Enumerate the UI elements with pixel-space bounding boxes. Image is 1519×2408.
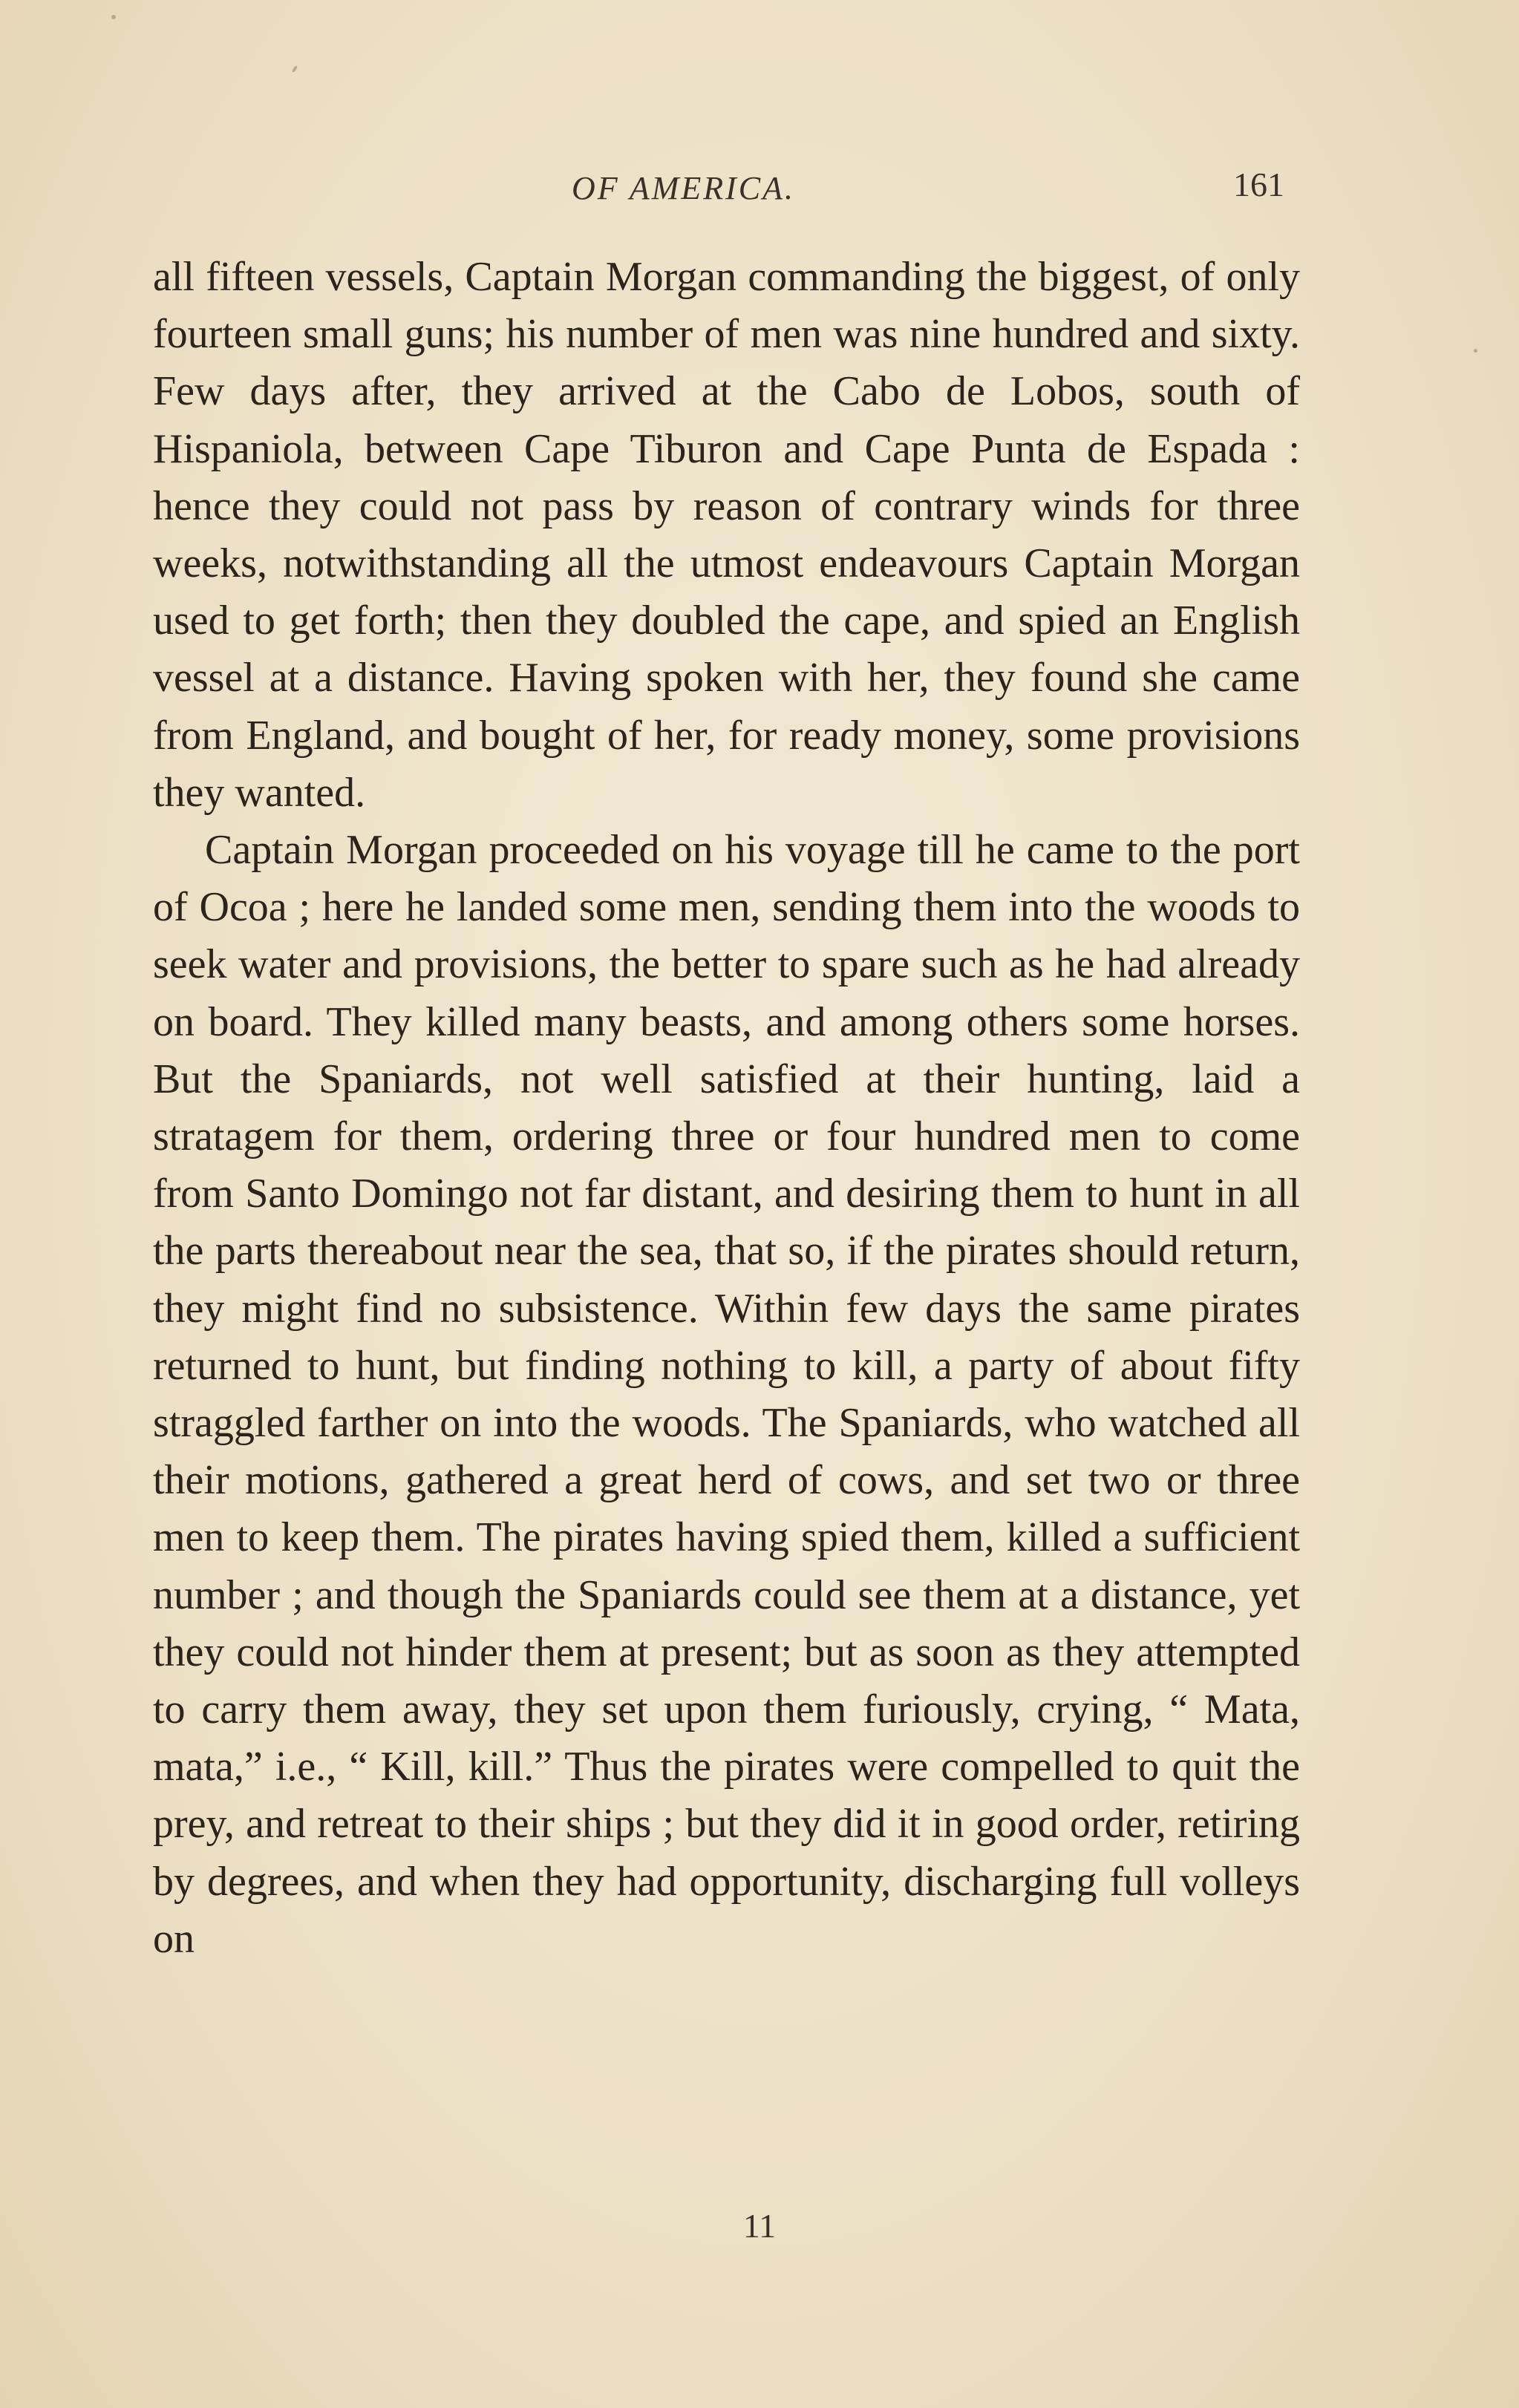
paragraph-continued: all fifteen vessels, Captain Morgan commanding the biggest, of only fourteen small guns; his number of men was nine hundred and sixty. Few days after, they arrived at the Cabo de Lobos, south of Hispaniola, between Cape Tiburon and Cape Punta de Espada : hence they could not pass by reason of contrary winds for three weeks, notwithstanding all the utmost endeavours Captain Morgan used to get forth; then they doubled the cape, and spied an English vessel at a distance. Having spoken with her, they found she came from England, and bought of her, for ready money, some provisions they wanted. [153,254,1300,816]
running-head: OF AMERICA. [572,170,796,206]
page-header [156,166,1284,221]
paper-speck [111,15,116,19]
paragraph: Captain Morgan proceeded on his voyage till he came to the port of Ocoa ; here he landed some men, sending them into the woods to seek water and provisions, the better to spare such as he had already on board. They killed many beasts, and among others some horses. But the Spaniards, not well satisfied at their hunting, laid a stratagem for them, ordering three or four hundred men to come from Santo Domingo not far distant, and desiring them to hunt in all the parts thereabout near the sea, that so, if the pirates should return, they might find no subsistence. Within few days the same pirates returned to hunt, but finding nothing to kill, a party of about fifty straggled farther on into the woods. The Spaniards, who watched all their motions, gathered a great herd of cows, and set two or three men to keep them. The pirates having spied them, killed a sufficient number ; and though the Spaniards could see them at a distance, yet they could not hinder them at present; but as soon as they attempted to carry them away, they set upon them furiously, crying, “ Mata, mata,” i.e., “ Kill, kill.” Thus the pirates were compelled to quit the prey, and retreat to their ships ; but they did it in good order, retiring by degrees, and when they had opportunity, discharging full volleys on [153,827,1300,1962]
body-text [153,249,1300,1968]
page-number: 161 [1233,166,1284,203]
signature-mark: 11 [742,2207,777,2245]
paper-speck [1474,349,1477,353]
paper-speck [291,65,298,73]
